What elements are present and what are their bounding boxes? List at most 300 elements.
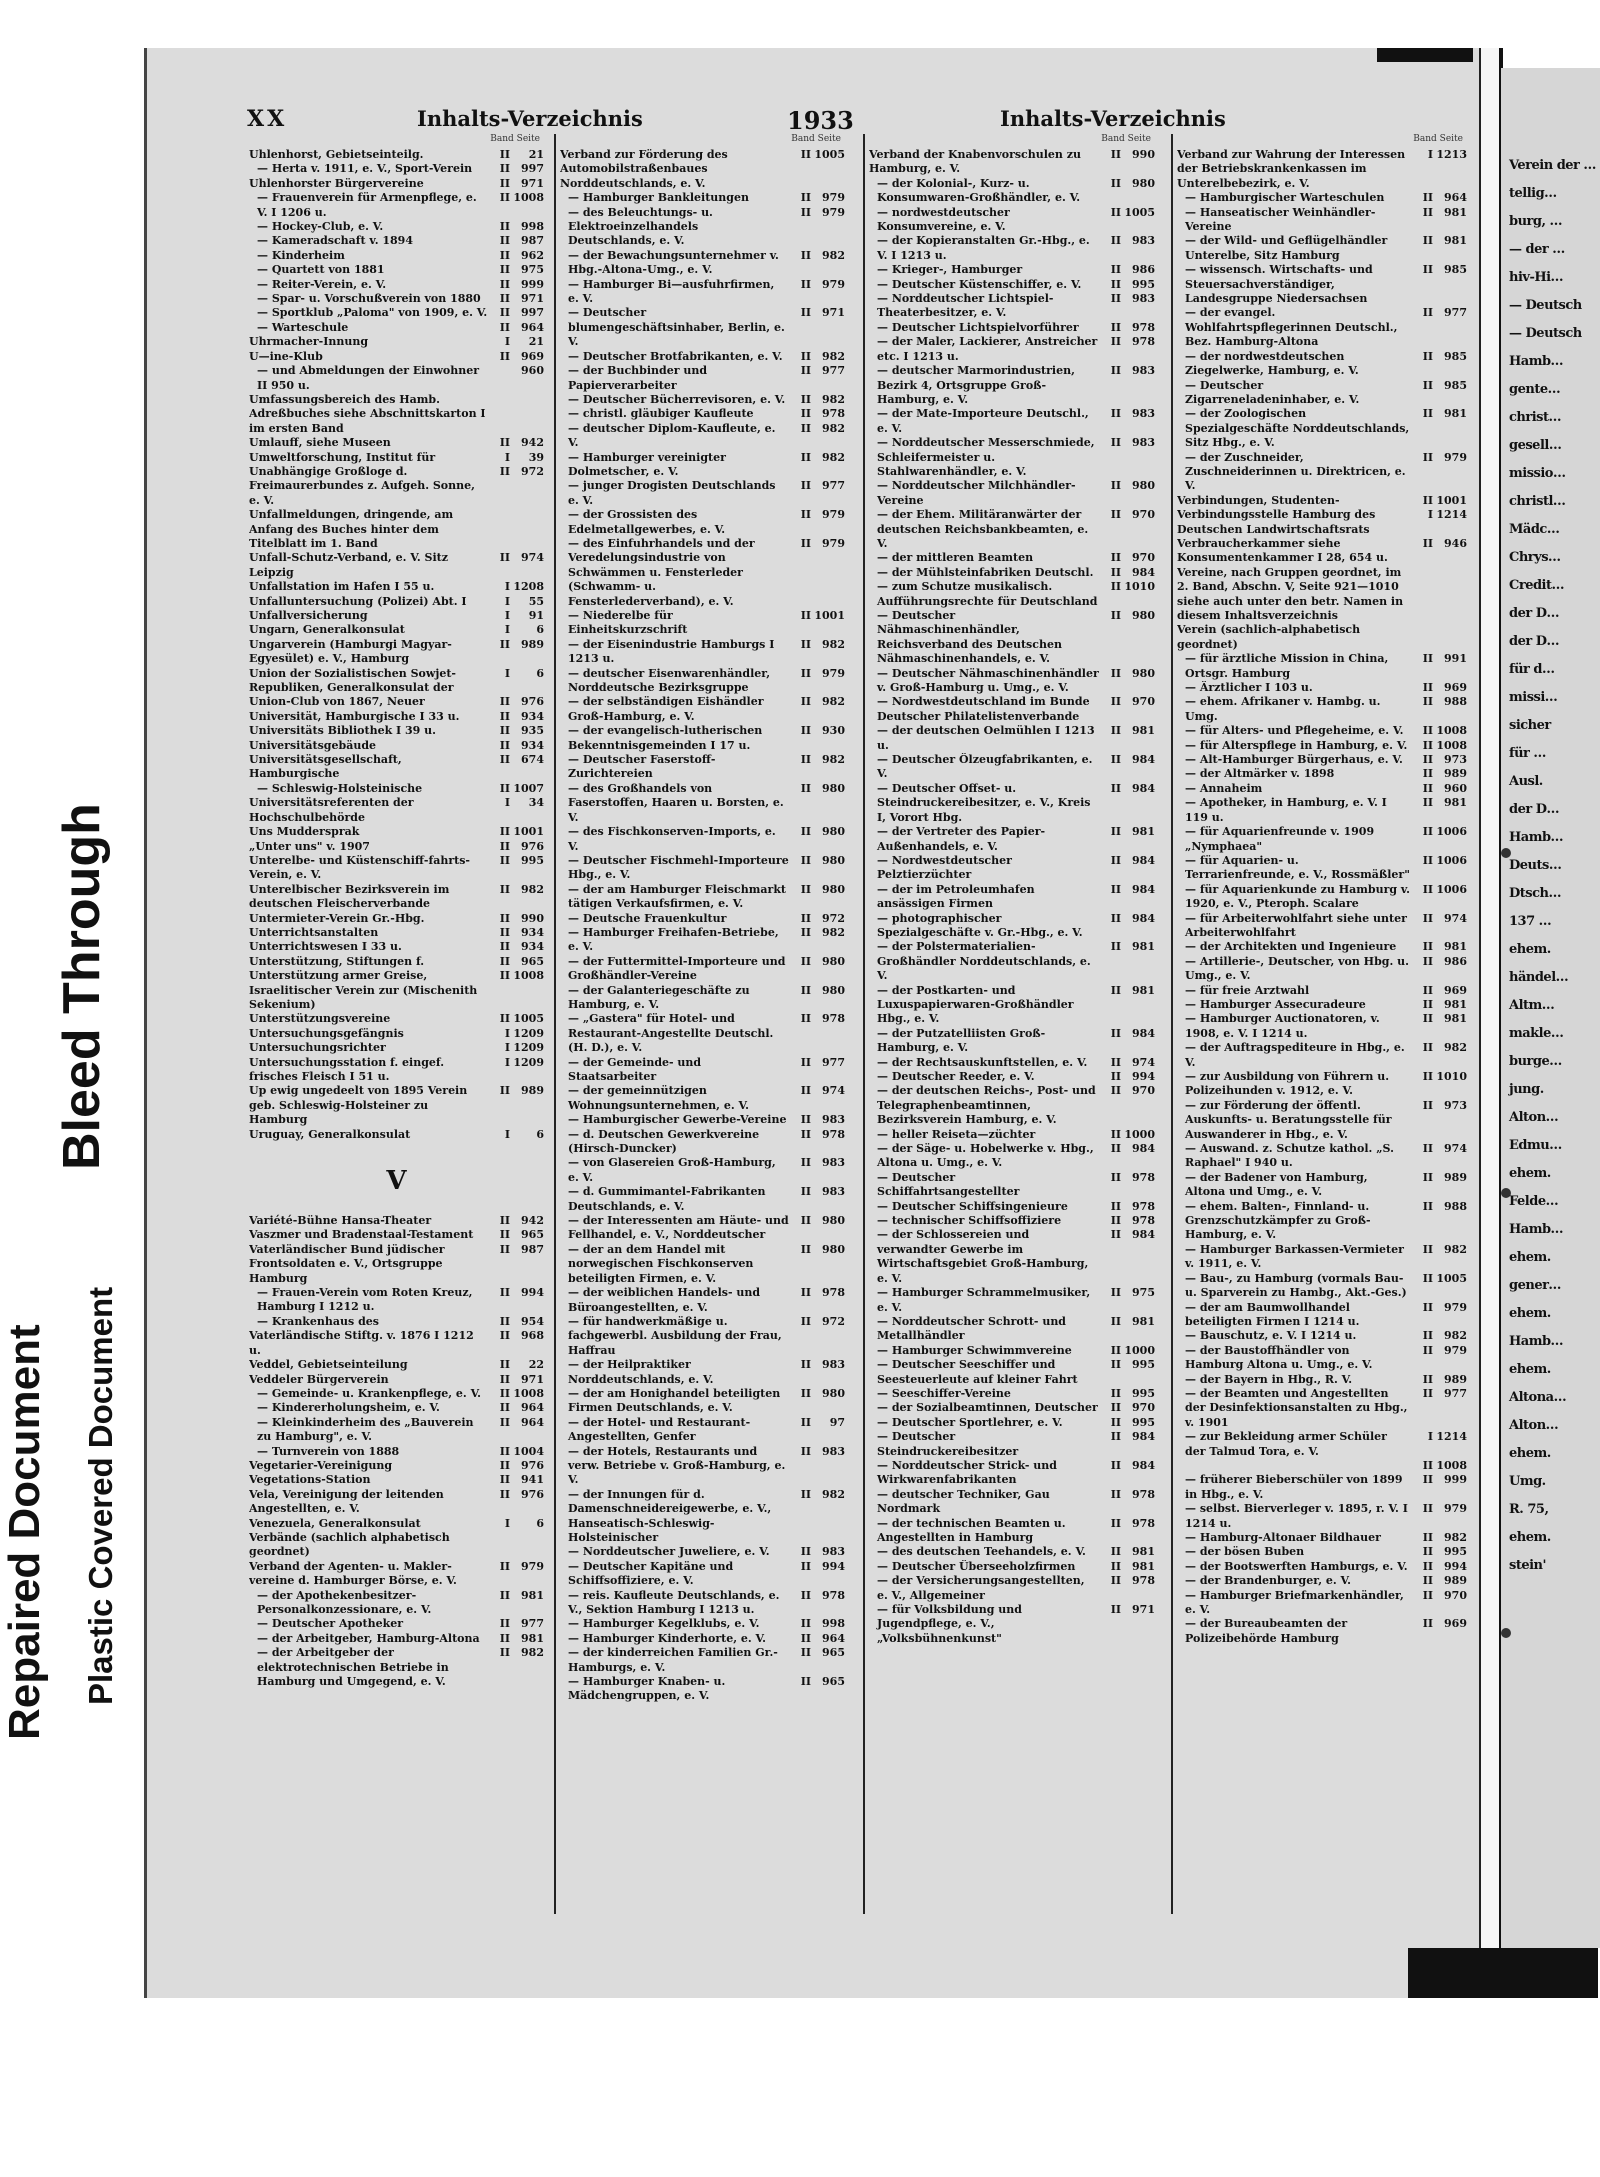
index-entry [560,1675,845,1704]
entry-volume: II [499,1559,510,1573]
entry-volume: II [499,1386,510,1400]
binding-hole [1501,848,1511,858]
entry-page: 979 [1444,1300,1467,1314]
entry-page: 984 [1132,911,1155,925]
entry-page: 983 [822,1185,845,1199]
index-entry [869,1517,1155,1546]
index-entry [560,883,845,912]
entry-volume: II [800,421,811,435]
entry-text: — der Apothekenbesitzer-Personalkonzessionare, e. V. [257,1588,432,1616]
index-entry [1177,623,1467,652]
adjacent-page-line: burge… [1509,1054,1562,1069]
entry-page: 988 [1444,1199,1467,1213]
entry-volume: II [499,1401,510,1415]
entry-volume: II [800,1358,811,1372]
entry-page: 978 [1132,1487,1155,1501]
entry-text: — Artillerie-, Deutscher, von Hbg. u. Umg., e. V. [1185,954,1409,983]
entry-volume [1413,566,1433,624]
index-entry [560,1358,845,1387]
entry-page: 982 [1444,1242,1467,1256]
entry-volume: II [499,1473,510,1487]
entry-page: 965 [521,1228,544,1242]
entry-page: 977 [822,364,845,378]
entry-text: — des Fischkonserven-Imports, e. V. [568,825,776,853]
index-entry [560,1387,845,1416]
index-entry [869,148,1155,177]
entry-page: 960 [521,364,544,378]
index-entry [869,1128,1155,1142]
adjacent-page-line: ehem. [1509,1530,1551,1545]
index-entry [1177,379,1467,408]
entry-volume: II [800,666,811,680]
entry-volume: II [800,637,811,651]
index-entry [560,1617,845,1631]
entry-text: — Deutscher Nähmaschinenhändler, Reichsverband des Deutschen Nähmaschinenhandels, e. V. [877,609,1062,666]
entry-page: 970 [1132,1401,1155,1415]
entry-volume: II [499,248,510,262]
entry-volume: I [504,1127,510,1141]
entry-text: — Niederelbe für Einheitskurzschrift [568,609,688,637]
entry-text: — der Baustoffhändler von Hamburg Altona u. Umg., e. V. [1185,1343,1373,1372]
entry-volume: II [1110,205,1121,219]
entry-volume: II [800,911,811,925]
index-entry [560,1560,845,1589]
index-entry [869,1142,1155,1171]
index-entry [1177,1142,1467,1171]
entry-volume: II [499,220,510,234]
index-entry [249,1632,544,1646]
entry-page: 1008 [513,191,544,205]
entry-volume: II [800,191,811,205]
index-entry [1177,1272,1467,1301]
adjacent-page-line: R. 75, [1509,1502,1549,1517]
index-entry [249,854,544,883]
entry-volume: II [499,695,510,709]
entry-page: 982 [521,1646,544,1660]
adjacent-page-line: Hamb… [1509,1222,1564,1237]
entry-page: 965 [521,954,544,968]
entry-volume: II [800,753,811,767]
entry-volume: II [1422,954,1433,968]
entry-page: 1010 [1436,1070,1467,1083]
index-entry [249,1214,544,1228]
entry-volume: II [499,176,510,190]
index-entry [869,695,1155,724]
entry-page: 978 [1132,335,1155,349]
entry-text: — Auswand. z. Schutze kathol. „S. Raphael" I 940 u. [1185,1142,1394,1170]
adjacent-page-line: missi… [1509,690,1558,705]
entry-text: — ehem. Afrikaner v. Hambg. u. Umg. [1185,695,1381,723]
entry-page: 979 [822,205,845,219]
entry-text: — der Vertreter des Papier-Außenhandels, e. V. [877,825,1046,853]
entry-volume: II [800,205,811,219]
entry-page: 964 [521,1401,544,1415]
adjacent-page-line: Verein der … [1509,158,1596,173]
entry-page: 982 [1444,1041,1467,1055]
plastic-covered-label: Plastic Covered Document [82,1286,119,1705]
index-entry [1177,1430,1467,1459]
index-entry [249,1128,544,1142]
entry-volume: II [1422,1531,1433,1544]
scan-shadow-bottom [1408,1948,1598,1998]
entry-text: — der bösen Buben [1185,1545,1305,1559]
index-entry [1177,1373,1467,1387]
entry-text: — der Architekten und Ingenieure [1185,940,1397,954]
entry-text: — Bauschutz, e. V. I 1214 u. [1185,1329,1357,1343]
entry-text: — wissensch. Wirtschafts- und Steuersachverständiger, Landesgruppe Niedersachsen [1185,263,1373,306]
adjacent-page-line: Hamb… [1509,1334,1564,1349]
index-entry [1177,1531,1467,1545]
entry-volume: II [800,1444,811,1458]
entry-page: 984 [1132,1430,1155,1444]
adjacent-page-line: burg, … [1509,214,1563,229]
entry-page: 1000 [1124,1127,1155,1141]
entry-page: 968 [521,1329,544,1343]
index-entry [560,984,845,1013]
adjacent-page-line: gesell… [1509,438,1562,453]
entry-volume: II [800,1156,811,1170]
entry-page: 974 [521,551,544,565]
entry-volume: II [800,349,811,363]
entry-text: Variété-Bühne Hansa-Theater [249,1214,432,1228]
index-entry [560,1545,845,1559]
entry-volume: II [1110,364,1121,378]
entry-volume: II [1422,1012,1433,1026]
entry-volume: II [1110,580,1121,594]
index-entry [560,537,845,609]
entry-volume: II [1110,1545,1121,1559]
entry-text: Universitätsgebäude [249,738,377,752]
entry-volume: II [1110,1170,1121,1184]
entry-text: Unterelbischer Bezirksverein im deutschen Fleischerverbande [249,882,450,911]
index-entry [560,364,845,393]
entry-page: 997 [521,162,544,176]
index-entry [1177,234,1467,263]
index-entry [1177,825,1467,854]
index-entry [249,292,544,306]
entry-volume: II [1422,882,1433,896]
entry-text: Verband zur Wahrung der Interessen der Betriebskrankenkassen im Unterelbebezirk, e. V. [1177,148,1406,190]
entry-text: Ungarn, Generalkonsulat [249,623,405,637]
adjacent-page-line: Edmu… [1509,1138,1562,1153]
entry-text: Umlauff, siehe Museen [249,436,391,450]
entry-text: — zum Schutze musikalisch. Aufführungsrechte für Deutschland [877,580,1098,608]
index-entry [249,623,544,637]
index-entry [869,1358,1155,1387]
entry-volume: II [499,1487,510,1501]
entry-page: 964 [822,1631,845,1645]
index-entry [249,1315,544,1329]
index-entry [249,364,544,393]
entry-text: — Deutscher Küstenschiffer, e. V. [877,277,1082,291]
index-entry [1177,191,1467,205]
entry-volume: II [800,853,811,867]
index-entry [869,1027,1155,1056]
adjacent-page-line: der D… [1509,634,1560,649]
index-entry [560,1012,845,1055]
index-entry [869,1560,1155,1574]
entry-text: — nordwestdeutscher Konsumvereine, e. V. [877,205,1010,234]
entry-page: 1008 [1436,738,1467,752]
entry-volume: II [800,1185,811,1199]
index-entry [1177,940,1467,954]
index-entry [249,1589,544,1618]
index-entry [249,335,544,349]
index-entry [869,1286,1155,1315]
entry-text: — Norddeutscher Juweliere, e. V. [568,1545,770,1559]
index-entry [249,162,544,176]
entry-page: 981 [1132,825,1155,839]
index-entry [1177,854,1467,883]
entry-page: 942 [521,1214,544,1228]
entry-text: — Deutscher Ölzeugfabrikanten, e. V. [877,753,1093,781]
entry-page: 971 [1132,1603,1155,1617]
entry-text: — deutscher Eisenwarenhändler, Norddeutsche Bezirksgruppe [568,666,771,695]
entry-text: — Seeschiffer-Vereine [877,1386,1011,1400]
entry-volume: II [1110,911,1121,925]
entry-volume: I [504,666,510,680]
index-entry [560,609,845,638]
entry-text: — Hamburger Kegelklubs, e. V. [568,1617,760,1631]
entry-text: — für freie Arztwahl [1185,983,1310,997]
entry-page [510,393,544,436]
entry-text: — Alt-Hamburger Bürgerhaus, e. V. [1185,753,1403,767]
adjacent-page-line: Credit… [1509,578,1564,593]
entry-text: Vereine, nach Gruppen geordnet, im 2. Band, Abschn. V, Seite 921—1010 siehe auch unter den betr. Namen in diesem Inhaltsverzeichnis [1177,565,1404,622]
entry-volume: II [800,1127,811,1141]
entry-volume: II [1422,1588,1433,1602]
entry-text: — Deutscher Reeder, e. V. [877,1070,1035,1083]
entry-volume: II [499,292,510,306]
index-entry [1177,796,1467,825]
index-entry [560,278,845,307]
entry-page: 973 [1444,1098,1467,1112]
entry-text: — photographischer Spezialgeschäfte v. Gr.-Hbg., e. V. [877,911,1083,939]
index-entry [249,796,544,825]
index-entry [249,638,544,667]
entry-text: — der Heilpraktiker Norddeutschlands, e. V. [568,1358,714,1386]
entry-volume: II [1422,1170,1433,1184]
entry-text: Uhrmacher-Innung [249,335,369,349]
entry-page: 980 [822,1386,845,1400]
entry-text [1177,1459,1413,1473]
entry-text: Verbraucherkammer siehe Konsumentenkammer I 28, 654 u. [1177,536,1388,565]
entry-page: 983 [822,1444,845,1458]
entry-volume: II [499,1084,510,1098]
entry-page: 976 [521,839,544,853]
entry-text: Verbindungsstelle Hamburg des Deutschen Landwirtschaftsrats [1177,508,1376,536]
entry-page: 983 [1132,364,1155,378]
entry-text: — d. Deutschen Gewerkvereine (Hirsch-Duncker) [568,1127,760,1156]
index-entry [869,278,1155,292]
entry-page: 979 [822,191,845,205]
entry-volume: II [800,148,811,161]
index-entry [869,1171,1155,1200]
index-entry [249,1373,544,1387]
entry-volume: II [1110,983,1121,997]
entry-text: — Kameradschaft v. 1894 [257,234,413,248]
entry-text: — Kleinkinderheim des „Bauverein zu Hamburg", e. V. [257,1415,474,1444]
index-column-3 [863,134,1155,1914]
entry-page: 990 [521,911,544,925]
entry-page: 995 [1132,277,1155,291]
entry-text: — der Eisenindustrie Hamburgs I 1213 u. [568,637,775,666]
entry-volume: II [1422,1041,1433,1055]
entry-page: 981 [521,1631,544,1645]
index-entry [560,1056,845,1085]
index-entry [560,191,845,205]
index-entry [560,1488,845,1546]
adjacent-page-line: Hamb… [1509,354,1564,369]
index-entry [560,451,845,480]
entry-page: 979 [822,277,845,291]
entry-page: 981 [1444,1012,1467,1026]
adjacent-page-line: für d… [1509,662,1555,677]
index-entry [1177,1329,1467,1343]
entry-text: Unfall-Schutz-Verband, e. V. Sitz Leipzig [249,551,448,579]
entry-volume: II [800,1055,811,1069]
entry-page: 1005 [513,1012,544,1026]
index-entry [1177,782,1467,796]
index-entry [249,753,544,782]
index-entry [869,508,1155,551]
entry-page: 1214 [1436,1430,1467,1444]
entry-volume: II [800,248,811,262]
entry-page: 1005 [1436,1271,1467,1285]
adjacent-page-line: sicher [1509,718,1551,733]
entry-text: — der Innungen für d. Damenschneidereigewerbe, e. V., Hanseatisch-Schleswig-Holsteinischer [568,1487,772,1544]
entry-text: — Hamburger Auctionatoren, v. 1908, e. V. I 1214 u. [1185,1012,1380,1040]
index-entry [249,1012,544,1026]
entry-text: — für Volksbildung und Jugendpflege, e. V., „Volksbühnenkunst" [877,1603,1022,1645]
entry-volume: II [1110,292,1121,306]
entry-page: 980 [1132,176,1155,190]
index-entry [1177,1344,1467,1373]
entry-page: 979 [822,508,845,522]
adjacent-page-line: tellig… [1509,186,1557,201]
entry-volume: II [1422,493,1433,507]
entry-page: 997 [521,306,544,320]
entry-volume: I [504,796,510,810]
entry-volume: II [1422,450,1433,464]
entry-volume: II [499,1458,510,1472]
index-entry [1177,407,1467,450]
adjacent-page-line: gener… [1509,1278,1561,1293]
index-entry [869,825,1155,854]
index-entry [249,1243,544,1286]
entry-volume: II [499,724,510,738]
entry-page: 981 [1132,1559,1155,1573]
entry-volume: II [499,1415,510,1429]
adjacent-page-line: ehem. [1509,1306,1551,1321]
entry-page: 970 [1132,551,1155,565]
entry-page: 962 [521,248,544,262]
entry-text: — Deutscher Sportlehrer, e. V. [877,1415,1063,1429]
entry-volume: II [1422,940,1433,954]
scan-shadow-top [1377,48,1473,62]
entry-text: — deutscher Diplom-Kaufleute, e. V. [568,421,776,450]
adjacent-page-line: christl… [1509,494,1566,509]
entry-text: — Deutscher Faserstoff-Zurichtereien [568,753,716,781]
index-entry [249,1329,544,1358]
entry-volume: II [499,1617,510,1631]
entry-volume: I [1427,148,1433,161]
entry-volume: II [1110,609,1121,622]
entry-text: — Deutscher Fischmehl-Importeure Hbg., e. V. [568,853,789,882]
entry-page: 982 [521,882,544,896]
entry-text: — der Buchbinder und Papierverarbeiter [568,364,708,392]
entry-text: — der Hotel- und Restaurant-Angestellten, Genfer [568,1415,751,1444]
index-entry [869,782,1155,825]
index-entry [1177,451,1467,494]
entry-text: — der nordwestdeutschen Ziegelwerke, Hamburg, e. V. [1185,349,1359,378]
index-entry [560,1128,845,1157]
entry-volume: II [800,724,811,738]
entry-page: 965 [822,1675,845,1689]
entry-page: 969 [521,349,544,363]
entry-volume: II [499,969,510,983]
entry-volume: II [499,464,510,478]
adjacent-page-line: jung. [1509,1082,1544,1097]
entry-text: — der selbständigen Eishändler Groß-Hamburg, e. V. [568,695,764,723]
entry-volume: II [1110,1127,1121,1141]
entry-page: 1213 [1436,148,1467,161]
index-entry [869,940,1155,983]
entry-volume: II [499,1358,510,1372]
entry-page: 989 [1444,1170,1467,1184]
entry-text: Vaterländische Stiftg. v. 1876 I 1212 u. [249,1329,474,1357]
entry-volume: II [499,1646,510,1660]
entry-volume: II [499,1286,510,1300]
entry-volume: II [499,148,510,161]
entry-text: — Deutscher Überseeholzfirmen [877,1559,1076,1573]
entry-page: 985 [1444,263,1467,277]
entry-text: — Warteschule [257,320,349,334]
entry-page: 1214 [1436,508,1467,522]
entry-volume: II [1422,1473,1433,1487]
column-header: Band Seite [791,134,841,144]
entry-volume: I [504,1026,510,1040]
entry-page: 979 [1444,450,1467,464]
entry-text: Unfallversicherung [249,609,368,622]
index-entry [1177,1041,1467,1070]
entry-page: 982 [1444,1329,1467,1343]
entry-volume: II [800,1415,811,1429]
entry-page: 984 [1132,1228,1155,1242]
entry-volume: II [499,925,510,939]
entry-volume: II [1422,767,1433,781]
entry-text: — Hamburger Barkassen-Vermieter v. 1911, e. V. [1185,1242,1404,1271]
index-entry [869,206,1155,235]
index-entry [1177,1617,1467,1646]
entry-page: 1006 [1436,853,1467,867]
index-entry [869,1344,1155,1358]
entry-page [1433,623,1467,652]
entry-text: — der Beamten und Angestellten der Desinfektionsanstalten zu Hbg., v. 1901 [1185,1386,1408,1429]
adjacent-page-line: christ… [1509,410,1561,425]
entry-page: 982 [822,450,845,464]
entry-volume: I [1427,508,1433,522]
index-entry [1177,883,1467,912]
entry-text: Universitäts Bibliothek I 39 u. [249,724,436,738]
index-entry [249,306,544,320]
entry-volume: II [1422,1271,1433,1285]
entry-text: — Hamburger Knaben- u. Mädchengruppen, e. V. [568,1675,726,1703]
entry-volume: II [499,825,510,839]
entry-text: — der Mate-Importeure Deutschl., e. V. [877,407,1089,435]
index-entry [1177,681,1467,695]
entry-text: — zur Bekleidung armer Schüler der Talmud Tora, e. V. [1185,1430,1387,1458]
